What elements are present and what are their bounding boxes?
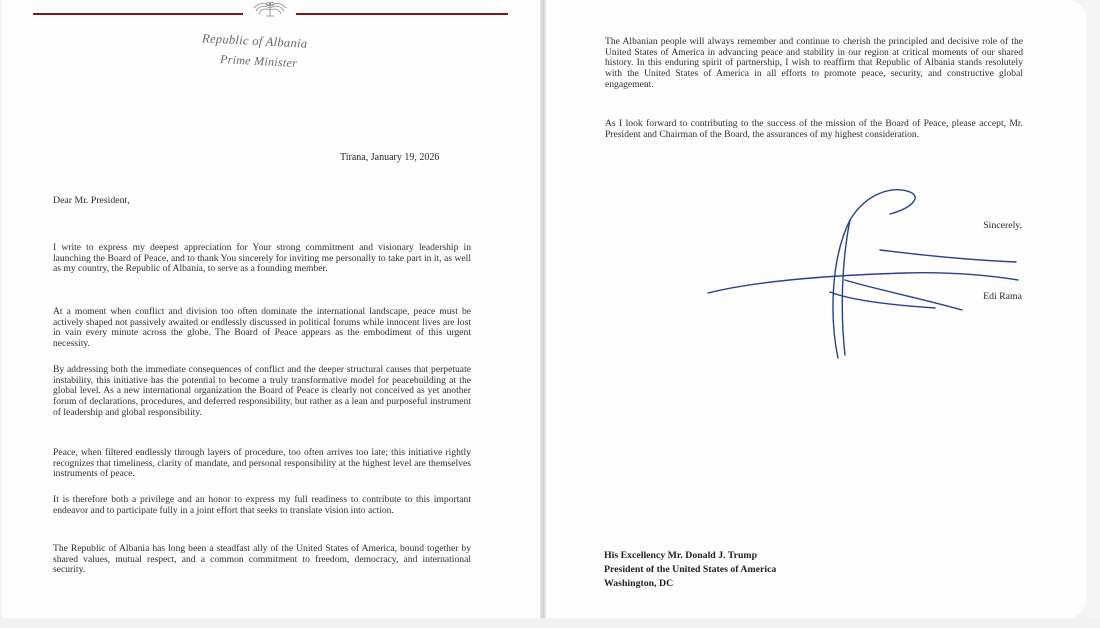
letterhead-rule-left bbox=[33, 13, 243, 15]
closing: Sincerely, bbox=[983, 220, 1022, 231]
paragraph-2: At a moment when conflict and division too often dominate the international landscape, peace must be actively shaped not passively awaited or endlessly discussed in political forums while innocent lives are lost in vain every minute across the globe. The Board of Peace appears as the embodiment of this urgent necessity. bbox=[53, 306, 471, 350]
paragraph-1: I write to express my deepest appreciation for Your strong commitment and visionary leadership in launching the Board of Peace, and to thank You sincerely for inviting me personally to take part in it, as well as my country, the Republic of Albania, to serve as a founding member. bbox=[53, 242, 471, 275]
paragraph-8: As I look forward to contributing to the success of the mission of the Board of Peace, please accept, Mr. President and Chairman of the Board, the assurances of my highest consideration. bbox=[605, 118, 1023, 140]
letterhead-rule-right bbox=[296, 13, 508, 15]
paragraph-3: By addressing both the immediate consequences of conflict and the deeper structural causes that perpetuate instability, this initiative has the potential to become a truly transformative model for peacebuilding at the global level. As a new international organization the Board of Peace is clearly not conceived as yet another forum of declarations, procedures, and deferred responsibility, but rather as a lean and purposeful instrument of leadership and global responsibility. bbox=[53, 364, 471, 418]
paragraph-5: It is therefore both a privilege and an honor to express my full readiness to contribute to this important endeavor and to participate fully in a joint effort that seeks to translate vision into action. bbox=[53, 494, 471, 516]
paragraph-7: The Albanian people will always remember and continue to cherish the principled and decisive role of the United States of America in advancing peace and stability in our region at critical moments of our shared history. In this enduring spirit of partnership, I wish to reaffirm that Republic of Albania stands resolutely with the United States of America in all efforts to promote peace, security, and constructive global engagement. bbox=[605, 36, 1023, 90]
paragraph-6: The Republic of Albania has long been a steadfast ally of the United States of America, bound together by shared values, mutual respect, and a common commitment to freedom, democracy, and international security. bbox=[53, 543, 471, 576]
salutation: Dear Mr. President, bbox=[53, 195, 130, 206]
signer-name: Edi Rama bbox=[983, 291, 1022, 302]
paragraph-4: Peace, when filtered endlessly through layers of procedure, too often arrives too late; this initiative rightly recognizes that timeliness, clarity of mandate, and personal responsibility at the highest level are themselves instruments of peace. bbox=[53, 447, 471, 480]
page-shadow-right bbox=[1086, 0, 1100, 628]
addressee-line-2: President of the United States of America bbox=[604, 564, 777, 575]
albanian-eagle-emblem-icon bbox=[246, 0, 294, 18]
letterhead-republic: Republic of Albania bbox=[201, 31, 308, 51]
addressee-line-1: His Excellency Mr. Donald J. Trump bbox=[604, 550, 758, 561]
letterhead-office: Prime Minister bbox=[219, 51, 298, 71]
letter-date: Tirana, January 19, 2026 bbox=[340, 152, 440, 163]
handwritten-signature bbox=[700, 180, 1030, 365]
page-shadow-bottom bbox=[0, 618, 1100, 628]
addressee-line-3: Washington, DC bbox=[604, 578, 674, 589]
